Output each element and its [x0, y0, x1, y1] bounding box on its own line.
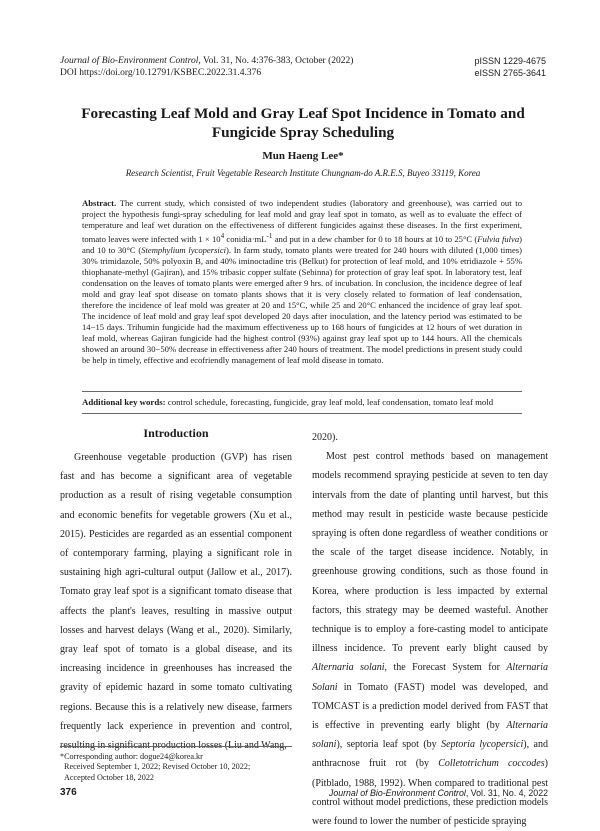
paragraph [312, 447, 548, 831]
footnote-divider [60, 746, 292, 747]
species-name: Colletotrichum coccodes [438, 758, 545, 770]
paragraph-text: , the Forecast System for [384, 662, 507, 674]
abstract-text: conidia·mL [224, 233, 267, 244]
abstract [82, 198, 522, 366]
species-name: Alternaria solani [312, 662, 385, 674]
abstract-text: ) and 10 to 30°C ( [82, 233, 523, 255]
keywords-divider [82, 413, 522, 414]
corresponding-author: *Corresponding author: dogue24@korea.kr [60, 752, 203, 761]
doi-link[interactable]: DOI https://doi.org/10.12791/KSBEC.2022.31.4.376 [60, 68, 262, 78]
abstract-label: Abstract. [82, 198, 117, 208]
exponent: -1 [266, 232, 273, 240]
paragraph-continuation: 2020). [312, 432, 338, 443]
paragraph: Greenhouse vegetable production (GVP) has risen fast and has become a significant area of vegetable production as a result of rising vegetable consumption and economic benefits for vegetable growers (Xu et al., 2015). Pesticides are regarded as an essential component of contemporary farming, playing a significant role in sustaining high agri-cultural output (Jallow et al., 2017). Tomato gray leaf spot is a significant tomato disease that affects the plant's leaves, resulting in massive output losses and harvest delays (Wang et al., 2020). Similarly, gray leaf spot of tomato is a global disease, and its increasing incidence in greenhouses has increased the gravity of epidemic hazard in some tomato cultivating regions. Because this is a relatively new disease, farmers frequently lack experience in prevention and control, resulting in significant production losses (Liu and Wang, [60, 452, 292, 752]
abstract-text: ). In farm study, tomato plants were treated for 240 hours with diluted (1,000 times) 30% trimidazole, 50% polyoxin B, and 40% iminoctadine tris (Belkut) for protection of leaf mold, and 10% etridiazole + 55% thiophanate-methyl (Gajiran), and 15% tribasic copper sulfate (Sebinna) for protection of gray leaf spot. In laboratory test, leaf condensation on the leaves of tomato plants were emerged after 9 hrs. of incubation. In conclusion, the incidence degree of leaf mold and gray leaf spot disease on tomato plants shows that it is very closely related to formation of leaf condensation, therefore the incidence of leaf mold was greater at 20 and 15°C, while 25 and 20°C enhanced the incidence of gray leaf spot. The incidence of leaf mold and gray leaf spot developed 20 days after inoculation, and the latency period was estimated to be 14−15 days. Trihumin fungicide had the maximum effectiveness up to 168 hours of fungicides at 12 hours of wet duration in leaf mold, whereas Gajiran fungicide had the highest control (93%) against gray leaf spot up to 144 hours. All the chemicals showed an around 30−50% decrease in effectiveness after 240 hours of treatment. The model predictions in present study could be help in timely, effective and ecofriendly management of leaf mold disease in tomato. [82, 244, 523, 365]
title-line-2: Fungicide Spray Scheduling [211, 124, 395, 141]
pissn: pISSN 1229-4675 [474, 56, 546, 66]
running-header-right [474, 55, 546, 79]
abstract-text: and put in a dew chamber for 0 to 18 hours at 10 to 25°C ( [272, 233, 478, 244]
received-date: Received September 1, 2022; Revised October 10, 2022; [64, 762, 251, 772]
species-name: Fulvia fulva [477, 233, 520, 244]
page-number: 376 [60, 787, 77, 798]
volume-issue: , Vol. 31, No. 4:376-383, October (2022) [198, 56, 354, 66]
author-affiliation: Research Scientist, Fruit Vegetable Research Institute Chungnam-do A.R.E.S, Buyeo 33119, Korea [125, 168, 481, 178]
footnote [60, 752, 300, 783]
running-footer [329, 788, 548, 798]
journal-citation [60, 55, 353, 67]
paragraph-text: Most pest control methods based on management models recommend spraying pesticide at seven to ten day intervals from the date of planting until harvest, but this method may result in pesticide waste because pesticide spraying is often done regardless of weather conditions or the scale of the target disease incidence. Notably, in greenhouse growing conditions, such as those found in Korea, where production is less impacted by external factors, this strategy may be deemed wasteful. Another technique is to employ a fore-casting model to anticipate illness incidence. To prevent early blight caused by [312, 451, 548, 655]
paragraph-text: ), and anthracnose fruit rot (by [312, 739, 548, 770]
abstract-divider [82, 391, 522, 392]
left-column [60, 448, 292, 755]
keywords-label: Additional key words: [82, 397, 166, 407]
title-line-1: Forecasting Leaf Mold and Gray Leaf Spot Incidence in Tomato and [81, 105, 525, 122]
journal-name: Journal of Bio-Environment Control [60, 56, 199, 66]
right-column [312, 428, 548, 831]
eissn: eISSN 2765-3641 [474, 68, 546, 78]
accepted-date: Accepted October 18, 2022 [64, 772, 155, 782]
footer-journal: Journal of Bio-Environment Control [328, 788, 466, 798]
species-name: Septoria lycopersici [441, 739, 524, 751]
paragraph-text: ), septoria leaf spot (by [336, 739, 442, 751]
footer-volume: , Vol. 31, No. 4, 2022 [465, 788, 548, 798]
species-name: Alternaria solani [312, 720, 548, 751]
keywords-text: control schedule, forecasting, fungicide, gray leaf mold, leaf condensation, tomato leaf mold [165, 397, 494, 407]
author-name: Mun Haeng Lee* [262, 150, 344, 162]
species-name: Stemphylium lycopersici [141, 244, 227, 255]
paragraph-text: in Tomato (FAST) model was developed, and TOMCAST is a prediction model derived from FAST that is effective in preventing early blight (by [312, 681, 548, 732]
paper-title [60, 104, 546, 142]
section-heading-introduction: Introduction [143, 426, 209, 440]
abstract-text: The current study, which consisted of two independent studies (laboratory and greenhouse), was carried out to project the hypothesis fungi-spray scheduling for leaf mold and gray leaf spot in tomato, as well as to evaluate the effect of temperature and leaf wet duration on the effectiveness of different fungicides against these diseases. In the first experiment, tomato leaves were infected with 1 × 10 [82, 198, 522, 244]
species-name: Alternaria Solani [312, 662, 548, 693]
running-header-left [60, 55, 353, 79]
key-words [82, 397, 522, 407]
paragraph-text: ) (Pitblado, 1988, 1992). When compared to traditional pest control without model predictions, these prediction models were found to lower the number of pesticide spraying [312, 758, 548, 828]
exponent: 4 [220, 232, 225, 240]
